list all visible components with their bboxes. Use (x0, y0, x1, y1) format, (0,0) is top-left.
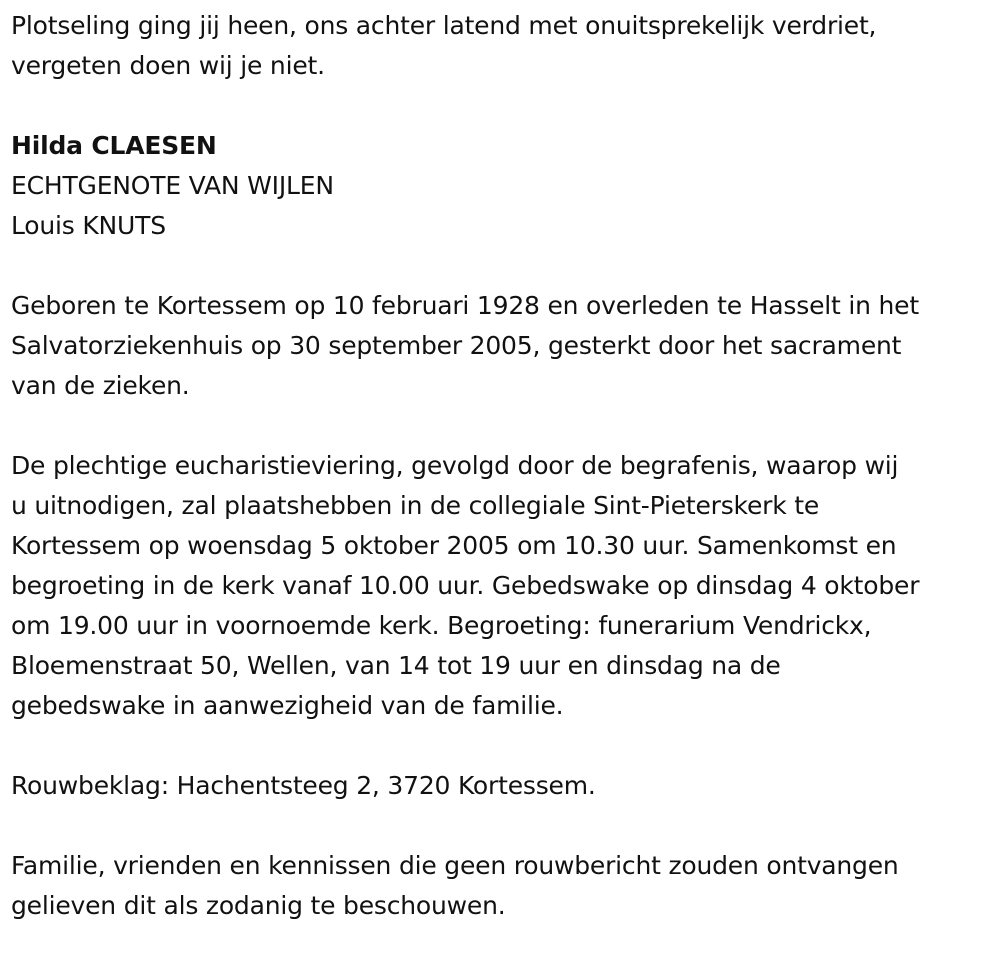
ceremony-line: Kortessem op woensdag 5 oktober 2005 om 10.30 uur. Samenkomst en (11, 531, 897, 560)
intro-line: vergeten doen wij je niet. (11, 51, 325, 80)
ceremony-line: gebedswake in aanwezigheid van de familie. (11, 691, 564, 720)
intro-paragraph (11, 6, 985, 86)
birth-death-line: Salvatorziekenhuis op 30 september 2005, gesterkt door het sacrament (11, 331, 902, 360)
deceased-block (11, 126, 985, 246)
paragraph-gap (11, 246, 985, 286)
condolences-address: Rouwbeklag: Hachentsteeg 2, 3720 Kortessem. (11, 771, 596, 800)
spouse-name: Louis KNUTS (11, 211, 166, 240)
deceased-name: Hilda CLAESEN (11, 131, 217, 160)
closing-paragraph (11, 846, 985, 926)
intro-line: Plotseling ging jij heen, ons achter latend met onuitsprekelijk verdriet, (11, 11, 877, 40)
ceremony-line: u uitnodigen, zal plaatshebben in de collegiale Sint-Pieterskerk te (11, 491, 820, 520)
ceremony-line: om 19.00 uur in voornoemde kerk. Begroeting: funerarium Vendrickx, (11, 611, 872, 640)
ceremony-paragraph (11, 446, 985, 726)
paragraph-gap (11, 726, 985, 766)
closing-line: gelieven dit als zodanig te beschouwen. (11, 891, 506, 920)
closing-line: Familie, vrienden en kennissen die geen rouwbericht zouden ontvangen (11, 851, 899, 880)
ceremony-line: Bloemenstraat 50, Wellen, van 14 tot 19 uur en dinsdag na de (11, 651, 781, 680)
ceremony-line: De plechtige eucharistieviering, gevolgd door de begrafenis, waarop wij (11, 451, 899, 480)
relation-label: ECHTGENOTE VAN WIJLEN (11, 171, 334, 200)
ceremony-line: begroeting in de kerk vanaf 10.00 uur. Gebedswake op dinsdag 4 oktober (11, 571, 920, 600)
birth-death-line: Geboren te Kortessem op 10 februari 1928 en overleden te Hasselt in het (11, 291, 919, 320)
birth-death-line: van de zieken. (11, 371, 190, 400)
birth-death-paragraph (11, 286, 985, 406)
paragraph-gap (11, 406, 985, 446)
paragraph-gap (11, 86, 985, 126)
paragraph-gap (11, 806, 985, 846)
condolences-paragraph (11, 766, 985, 806)
